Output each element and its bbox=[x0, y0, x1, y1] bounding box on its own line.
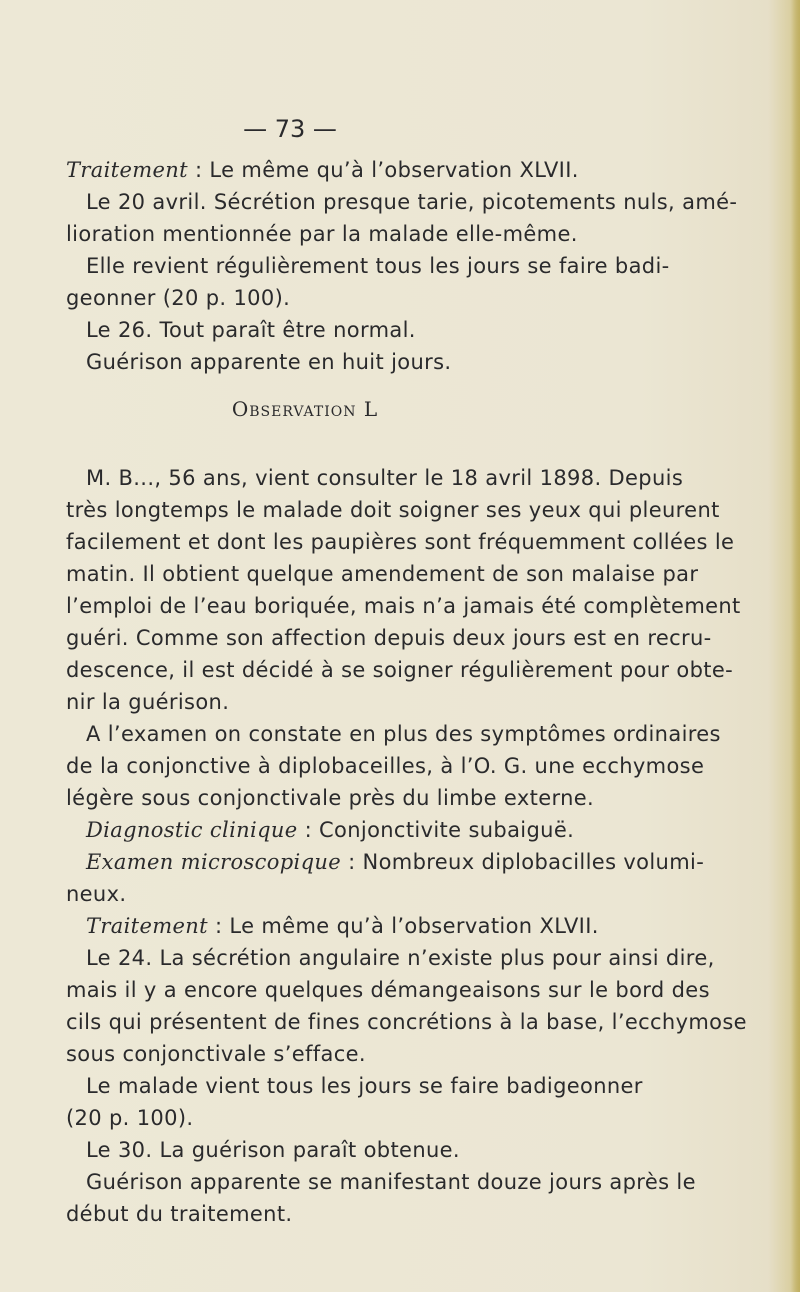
text-line: facilement et dont les paupières sont fréquemment collées le bbox=[66, 530, 735, 554]
observation-title: Observation L bbox=[231, 397, 379, 421]
section-label: Traitement bbox=[66, 158, 188, 182]
line-text: : Conjonctivite subaiguë. bbox=[297, 818, 575, 842]
text-line: légère sous conjonctivale près du limbe externe. bbox=[66, 786, 595, 810]
text-line bbox=[86, 914, 599, 938]
text-line: M. B..., 56 ans, vient consulter le 18 avril 1898. Depuis bbox=[86, 466, 684, 490]
text-line bbox=[86, 850, 704, 874]
text-line: Le 26. Tout paraît être normal. bbox=[86, 318, 416, 342]
text-line: matin. Il obtient quelque amendement de son malaise par bbox=[66, 562, 699, 586]
text-line: mais il y a encore quelques démangeaisons sur le bord des bbox=[66, 978, 710, 1002]
section-label: Examen microscopique bbox=[86, 850, 342, 874]
text-line: A l’examen on constate en plus des symptômes ordinaires bbox=[86, 722, 721, 746]
section-label: Diagnostic clinique bbox=[86, 818, 298, 842]
text-line: neux. bbox=[66, 882, 127, 906]
text-line: Le malade vient tous les jours se faire badigeonner bbox=[86, 1074, 643, 1098]
text-line: très longtemps le malade doit soigner ses yeux qui pleurent bbox=[66, 498, 720, 522]
text-line: Guérison apparente se manifestant douze jours après le bbox=[86, 1170, 696, 1194]
text-line: Le 24. La sécrétion angulaire n’existe plus pour ainsi dire, bbox=[86, 946, 715, 970]
section-label: Traitement bbox=[86, 914, 208, 938]
text-line: nir la guérison. bbox=[66, 690, 230, 714]
text-line bbox=[86, 818, 574, 842]
text-line: Le 20 avril. Sécrétion presque tarie, picotements nuls, amé- bbox=[86, 190, 738, 214]
text-line bbox=[66, 158, 579, 182]
page-number: — 73 — bbox=[243, 115, 337, 143]
text-line: descence, il est décidé à se soigner régulièrement pour obte- bbox=[66, 658, 734, 682]
text-line: geonner (20 p. 100). bbox=[66, 286, 291, 310]
text-line: guéri. Comme son affection depuis deux jours est en recru- bbox=[66, 626, 712, 650]
text-line: Guérison apparente en huit jours. bbox=[86, 350, 452, 374]
text-line: Elle revient régulièrement tous les jours se faire badi- bbox=[86, 254, 670, 278]
text-line: de la conjonctive à diplobaceilles, à l’O. G. une ecchymose bbox=[66, 754, 705, 778]
text-line: sous conjonctivale s’efface. bbox=[66, 1042, 366, 1066]
text-line: l’emploi de l’eau boriquée, mais n’a jamais été complètement bbox=[66, 594, 741, 618]
text-line: début du traitement. bbox=[66, 1202, 293, 1226]
text-line: cils qui présentent de fines concrétions à la base, l’ecchymose bbox=[66, 1010, 747, 1034]
line-text: : Le même qu’à l’observation XLVII. bbox=[187, 158, 579, 182]
line-text: : Le même qu’à l’observation XLVII. bbox=[207, 914, 599, 938]
text-line: lioration mentionnée par la malade elle-même. bbox=[66, 222, 578, 246]
line-text: : Nombreux diplobacilles volumi- bbox=[341, 850, 705, 874]
text-line: Le 30. La guérison paraît obtenue. bbox=[86, 1138, 460, 1162]
page-edge-shadow bbox=[790, 0, 800, 1292]
text-line: (20 p. 100). bbox=[66, 1106, 194, 1130]
